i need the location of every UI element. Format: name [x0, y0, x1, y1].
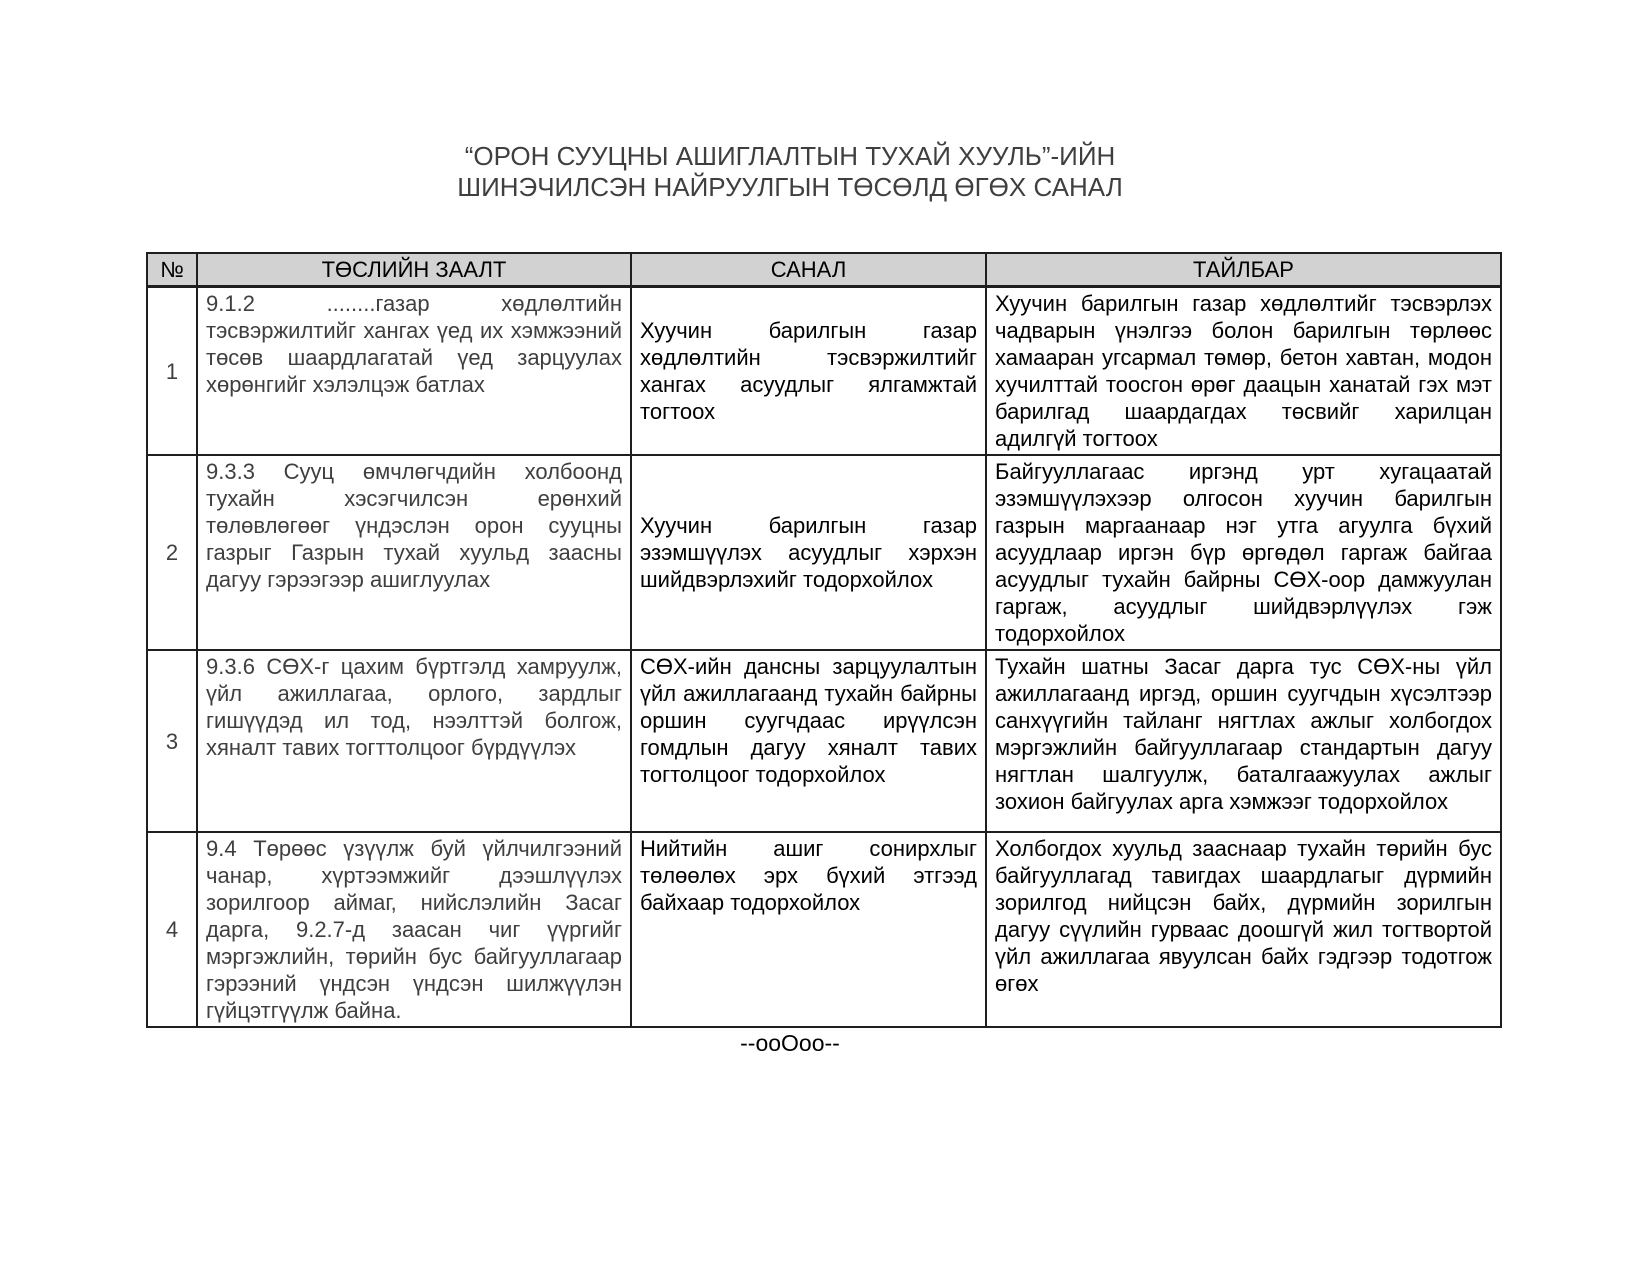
document-title-line-1: “ОРОН СУУЦНЫ АШИГЛАЛТЫН ТУХАЙ ХУУЛЬ”-ИЙН [464, 141, 1116, 171]
table-header-row [147, 253, 1501, 287]
cell-sanal: Нийтийн ашиг сонирхлыг төлөөлөх эрх бүхий этгээд байхаар тодорхойлох [631, 832, 986, 1027]
column-header-zaalt: ТӨСЛИЙН ЗААЛТ [197, 253, 631, 287]
document-footer: --ооОоо-- [740, 1030, 840, 1056]
document-title [0, 141, 1580, 203]
cell-zaalt: 9.4 Төрөөс үзүүлж буй үйлчилгээний чанар, хүртээмжийг дээшлүүлэх зорилгоор аймаг, нийслэлийн Засаг дарга, 9.2.7-д заасан чиг үүргийг мэргэжлийн, төрийн бус байгууллагаар гэрээний үндсэн үндсэн шилжүүлэн гүйцэтгүүлж байна. [197, 832, 631, 1027]
cell-row-number: 1 [147, 287, 197, 456]
cell-tailbar: Холбогдох хуульд зааснаар тухайн төрийн бус байгууллагад тавигдах шаардлагыг дүрмийн зорилгод нийцсэн байх, дүрмийн зорилгын дагуу сүүлийн гурваас доошгүй жил тогтвортой үйл ажиллагаа явуулсан байх гэдгээр тодотгож өгөх [986, 832, 1501, 1027]
cell-zaalt: 9.3.6 СӨХ-г цахим бүртгэлд хамруулж, үйл ажиллагаа, орлого, зардлыг гишүүдэд ил тод, нээлттэй болгож, хяналт тавих тогттолцоог бүрдүүлэх [197, 650, 631, 832]
cell-zaalt: 9.3.3 Сууц өмчлөгчдийн холбоонд тухайн хэсэгчилсэн ерөнхий төлөвлөгөөг үндэслэн орон сууцны газрыг Газрын тухай хуульд заасны дагуу гэрээгээр ашиглуулах [197, 455, 631, 650]
table-row [147, 287, 1501, 456]
column-header-tailbar: ТАЙЛБАР [986, 253, 1501, 287]
cell-row-number: 2 [147, 455, 197, 650]
cell-tailbar: Тухайн шатны Засаг дарга тус СӨХ-ны үйл ажиллагаанд иргэд, оршин суугчдын хүсэлтээр санхүүгийн тайланг нягтлах ажлыг холбогдох мэргэжлийн байгууллагаар стандартын дагуу нягтлан шалгуулж, баталгаажуулах ажлыг зохион байгуулах арга хэмжээг тодорхойлох [986, 650, 1501, 832]
cell-tailbar: Хуучин барилгын газар хөдлөлтийг тэсвэрлэх чадварын үнэлгээ болон барилгын төрлөөс хамааран угсармал төмөр, бетон хавтан, модон хучилттай тоосгон өрөг даацын ханатай гэх мэт барилгад шаардагдах төсвийг харилцан адилгүй тогтоох [986, 287, 1501, 456]
cell-row-number: 4 [147, 832, 197, 1027]
cell-tailbar: Байгууллагаас иргэнд урт хугацаатай эзэмшүүлэхээр олгосон хуучин барилгын газрын маргаанаар нэг утга агуулга бүхий асуудлаар иргэн бүр өргөдөл гаргаж байгаа асуудлыг тухайн байрны СӨХ-оор дамжуулан гаргаж, асуудлыг шийдвэрлүүлэх гэж тодорхойлох [986, 455, 1501, 650]
cell-sanal: Хуучин барилгын газар хөдлөлтийн тэсвэржилтийг хангах асуудлыг ялгамжтай тогтоох [631, 287, 986, 456]
cell-row-number: 3 [147, 650, 197, 832]
cell-sanal: СӨХ-ийн дансны зарцуулалтын үйл ажиллагаанд тухайн байрны оршин суугчдаас ирүүлсэн гомдлын дагуу хяналт тавих тогтолцоог тодорхойлох [631, 650, 986, 832]
cell-sanal: Хуучин барилгын газар эзэмшүүлэх асуудлыг хэрхэн шийдвэрлэхийг тодорхойлох [631, 455, 986, 650]
proposal-comments-table [146, 252, 1502, 1028]
column-header-sanal: САНАЛ [631, 253, 986, 287]
table-row [147, 832, 1501, 1027]
table-row [147, 455, 1501, 650]
column-header-number: № [147, 253, 197, 287]
table-row [147, 650, 1501, 832]
document-title-line-2: ШИНЭЧИЛСЭН НАЙРУУЛГЫН ТӨСӨЛД ӨГӨХ САНАЛ [457, 172, 1123, 202]
cell-zaalt: 9.1.2 ........газар хөдлөлтийн тэсвэржилтийг хангах үед их хэмжээний төсөв шаардлагатай үед зарцуулах хөрөнгийг хэлэлцэж батлах [197, 287, 631, 456]
